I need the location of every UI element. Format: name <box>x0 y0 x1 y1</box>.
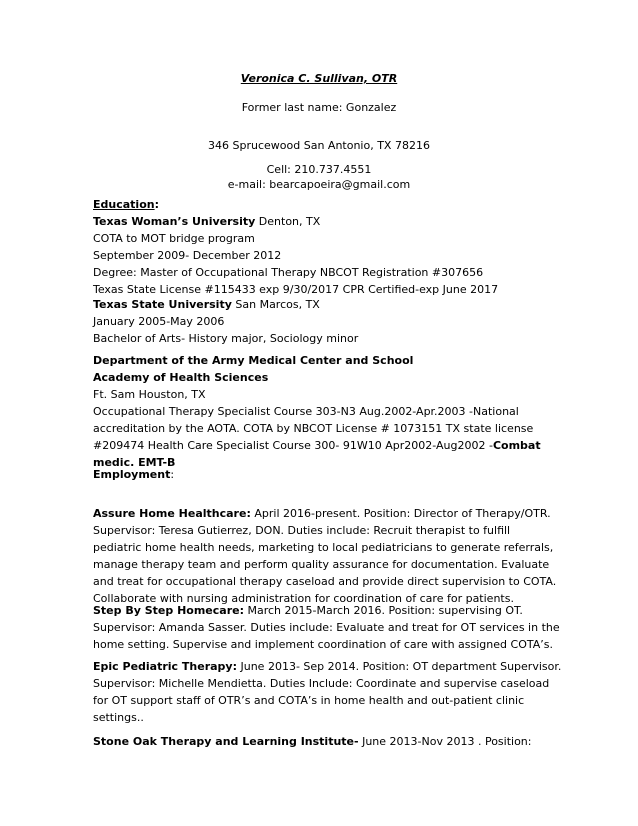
job-line: Supervisor: Amanda Sasser. Duties include: Evaluate and treat for OT services in the <box>93 621 560 634</box>
job-epic <box>93 658 563 726</box>
twu-line: Texas State License #115433 exp 9/30/2017 CPR Certified-exp June 2017 <box>93 283 499 296</box>
employment-heading: Employment: <box>93 468 175 481</box>
army-line: Occupational Therapy Specialist Course 303-N3 Aug.2002-Apr.2003 -National <box>93 405 519 418</box>
email: e-mail: bearcapoeira@gmail.com <box>227 178 411 191</box>
job-title-line: Stone Oak Therapy and Learning Institute- June 2013-Nov 2013 . Position: <box>93 735 532 748</box>
job-assure <box>93 505 563 607</box>
job-stepbystep <box>93 602 563 653</box>
job-line: for OT support staff of OTR’s and COTA’s in home health and out-patient clinic <box>93 694 525 707</box>
applicant-name: Veronica C. Sullivan, OTR <box>240 72 398 85</box>
job-stoneoak <box>93 733 563 750</box>
job-line: Supervisor: Teresa Gutierrez, DON. Duties include: Recruit therapist to fulfill <box>93 524 511 537</box>
army-school-line1: Department of the Army Medical Center and School <box>93 354 414 367</box>
txstate-section <box>93 296 563 347</box>
education-heading: Education: <box>93 198 159 211</box>
education-section <box>93 196 563 298</box>
txstate-school-line <box>93 296 563 313</box>
job-line: pediatric home health needs, marketing to local pediatricians to generate referrals, <box>93 541 554 554</box>
address: 346 Sprucewood San Antonio, TX 78216 <box>208 139 430 152</box>
twu-line: Degree: Master of Occupational Therapy NBCOT Registration #307656 <box>93 266 484 279</box>
twu-school: Texas Woman’s University <box>93 215 256 228</box>
twu-school-line <box>93 213 563 230</box>
txstate-school: Texas State University <box>93 298 232 311</box>
army-line: accreditation by the AOTA. COTA by NBCOT License # 1073151 TX state license <box>93 422 534 435</box>
job-line: settings.. <box>93 711 144 724</box>
txstate-line: January 2005-May 2006 <box>93 315 225 328</box>
army-final: medic. EMT-B <box>93 456 176 469</box>
txstate-line: Bachelor of Arts- History major, Sociology minor <box>93 332 359 345</box>
twu-line: September 2009- December 2012 <box>93 249 282 262</box>
txstate-location: San Marcos, TX <box>231 298 320 311</box>
job-line: manage therapy team and perform quality assurance for documentation. Evaluate <box>93 558 550 571</box>
job-line: Supervisor: Michelle Mendietta. Duties Include: Coordinate and supervise caseload <box>93 677 550 690</box>
twu-location: Denton, TX <box>255 215 321 228</box>
army-line-last: #209474 Health Care Specialist Course 300- 91W10 Apr2002-Aug2002 -Combat <box>93 439 541 452</box>
army-school-line2: Academy of Health Sciences <box>93 371 269 384</box>
twu-line: COTA to MOT bridge program <box>93 232 255 245</box>
army-section <box>93 352 563 471</box>
army-line: Ft. Sam Houston, TX <box>93 388 206 401</box>
job-line: and treat for occupational therapy caseload and provide direct supervision to COTA. <box>93 575 557 588</box>
job-company: Stone Oak Therapy and Learning Institute- <box>93 735 359 748</box>
job-line: Collaborate with nursing administration for coordination of care for patients. <box>93 592 514 605</box>
job-title-line: Step By Step Homecare: March 2015-March 2016. Position: supervising OT. <box>93 604 523 617</box>
cell-phone: Cell: 210.737.4551 <box>266 163 372 176</box>
job-line: home setting. Supervise and implement coordination of care with assigned COTA’s. <box>93 638 553 651</box>
job-company: Assure Home Healthcare: <box>93 507 251 520</box>
job-title-line: Assure Home Healthcare: April 2016-present. Position: Director of Therapy/OTR. <box>93 507 551 520</box>
job-title-line: Epic Pediatric Therapy: June 2013- Sep 2014. Position: OT department Supervisor. <box>93 660 562 673</box>
former-name: Former last name: Gonzalez <box>241 101 397 114</box>
job-company: Epic Pediatric Therapy: <box>93 660 237 673</box>
job-company: Step By Step Homecare: <box>93 604 244 617</box>
